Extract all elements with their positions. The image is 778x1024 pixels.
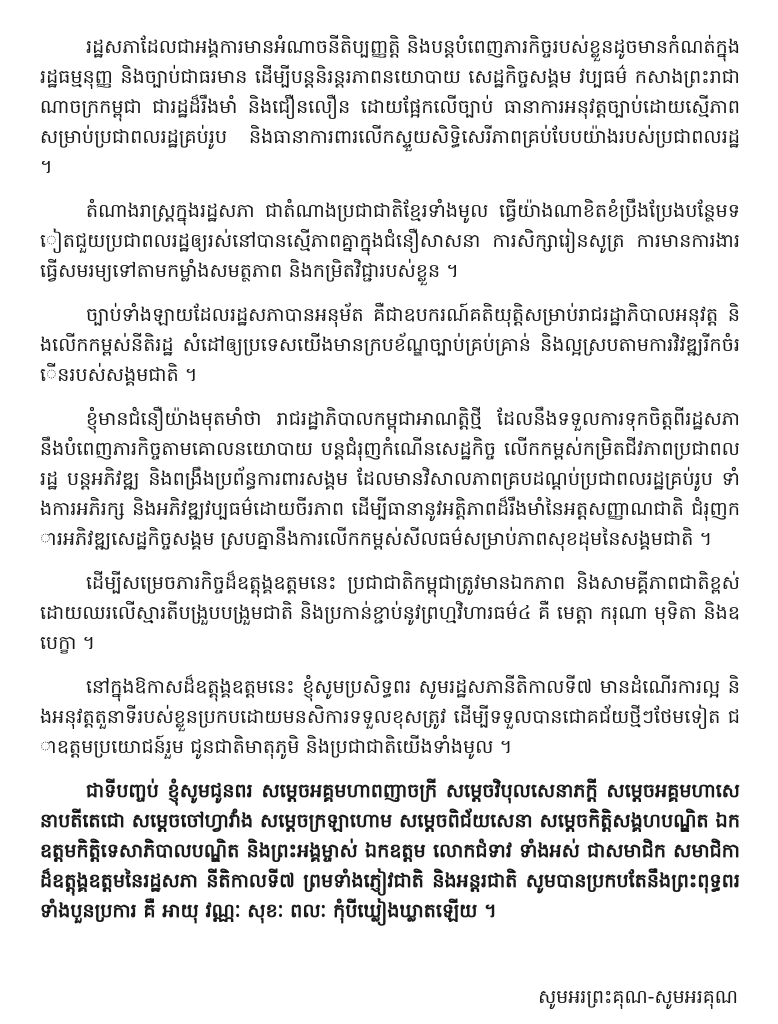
paragraph-3: ច្បាប់ទាំងឡាយដែលរដ្ឋសភាបានអនុម័ត គឺជាឧបករណ៍គតិយុត្តិសម្រាប់រាជរដ្ឋាភិបាលអនុវត្ត និងលើកកម្ពស់នីតិរដ្ឋ សំដៅឲ្យប្រទេសយើងមានក្របខ័ណ្ឌច្បាប់គ្រប់គ្រាន់ និងល្អស្របតាមការវិវឌ្ឍរីកចំរើនរបស់សង្គមជាតិ ។ [40, 304, 740, 386]
paragraph-1: រដ្ឋសភាដែលជាអង្គការមានអំណាចនីតិប្បញ្ញត្តិ និងបន្តបំពេញភារកិច្ចរបស់ខ្លួនដូចមានកំណត់ក្នុងរដ្ឋធម្មនុញ្ញ និងច្បាប់ជាធរមាន ដើម្បីបន្តនិរន្តរភាពនយោបាយ សេដ្ឋកិច្ចសង្គម វប្បធម៌ កសាងព្រះរាជាណាចក្រកម្ពុជា ជារដ្ឋដ៏រឹងមាំ និងជឿនលឿន ដោយផ្អែកលើច្បាប់ ធានាការអនុវត្តច្បាប់ដោយស្មើភាពសម្រាប់ប្រជាពលរដ្ឋគ្រប់រូប និងធានាការពារលើកស្ទួយសិទ្ធិសេរីភាពគ្រប់បែបយ៉ាងរបស់ប្រជាពលរដ្ឋ ។ [40, 36, 740, 178]
paragraph-4: ខ្ញុំមានជំនឿយ៉ាងមុតមាំថា រាជរដ្ឋាភិបាលកម្ពុជាអាណត្តិថ្មី ដែលនឹងទទួលការទុកចិត្តពីរដ្ឋសភា នឹងបំពេញភារកិច្ចតាមគោលនយោបាយ បន្តជំរុញកំណើនសេដ្ឋកិច្ច លើកកម្ពស់កម្រិតជីវភាពប្រជាពលរដ្ឋ បន្តអភិវឌ្ឍ និងពង្រឹងប្រព័ន្ធការពារសង្គម ដែលមានវិសាលភាពគ្របដណ្តប់ប្រជាពលរដ្ឋគ្រប់រូប ទាំងការអភិរក្ស និងអភិវឌ្ឍវប្បធម៌ដោយចីរភាព ដើម្បីធានានូវអត្តិភាពដ៏រឹងមាំនៃអត្តសញ្ញាណជាតិ ជំរុញការអភិវឌ្ឍសេដ្ឋកិច្ចសង្គម ស្របគ្នានឹងការលើកកម្ពស់សីលធម៌សម្រាប់ភាពសុខដុមនៃសង្គមជាតិ ។ [40, 408, 740, 550]
paragraph-2: តំណាងរាស្ត្រក្នុងរដ្ឋសភា ជាតំណាងប្រជាជាតិខ្មែរទាំងមូល ធ្វើយ៉ាងណាខិតខំប្រឹងប្រែងបន្ថែមទៀតជួយប្រជាពលរដ្ឋឲ្យរស់នៅបានស្មើភាពគ្នាក្នុងជំនឿសាសនា ការសិក្សារៀនសូត្រ ការមានការងារធ្វើសមរម្យទៅតាមកម្លាំងសមត្ថភាព និងកម្រិតវិជ្ជារបស់ខ្លួន ។ [40, 200, 740, 282]
closing-thanks: សូមអរព្រះគុណ-សូមអរគុណ [538, 986, 738, 1008]
paragraph-5: ដើម្បីសម្រេចភារកិច្ចដ៏ឧត្តុង្គឧត្តមនេះ ប្រជាជាតិកម្ពុជាត្រូវមានឯកភាព និងសាមគ្គីភាពជាតិខ្ពស់ ដោយឈរលើស្មារតីបង្រួបបង្រួមជាតិ និងប្រកាន់ខ្ជាប់នូវព្រហ្មវិហារធម៌៤ គឺ មេត្តា ករុណា មុទិតា និងឧបេក្ខា ។ [40, 572, 740, 654]
paragraph-7-closing-wishes: ជាទីបញ្ចប់ ខ្ញុំសូមជូនពរ សម្តេចអគ្គមហាពញាចក្រី សម្តេចវិបុលសេនាភក្តី សម្តេចអគ្គមហាសេនាបតីតេជោ សម្តេចចៅហ្វាវាំង សម្តេចក្រឡាហោម សម្តេចពិជ័យសេនា សម្តេចកិត្តិសង្គហបណ្ឌិត ឯកឧត្តមកិត្តិទេសាភិបាលបណ្ឌិត និងព្រះអង្គម្ចាស់ ឯកឧត្តម លោកជំទាវ ទាំងអស់ ជាសមាជិក សមាជិកា ដ៏ឧត្តុង្គឧត្តមនៃរដ្ឋសភា នីតិកាលទី៧ ព្រមទាំងភ្ញៀវជាតិ និងអន្តរជាតិ សូមបានប្រកបតែនឹងព្រះពុទ្ធពរទាំងបួនប្រការ គឺ អាយុ វណ្ណៈ សុខៈ ពលៈ កុំបីឃ្លៀងឃ្លាតឡើយ ។ [40, 780, 740, 922]
paragraph-6: នៅក្នុងឱកាសដ៏ឧត្តុង្គឧត្តមនេះ ខ្ញុំសូមប្រសិទ្ធពរ សូមរដ្ឋសភានីតិកាលទី៧ មានដំណើរការល្អ និងអនុវត្តតួនាទីរបស់ខ្លួនប្រកបដោយមនសិការទទួលខុសត្រូវ ដើម្បីទទួលបានជោគជ័យថ្មីៗថែមទៀត ជាឧត្តមប្រយោជន៍រួម ជូនជាតិមាតុភូមិ និងប្រជាជាតិយើងទាំងមូល ។ [40, 676, 740, 758]
